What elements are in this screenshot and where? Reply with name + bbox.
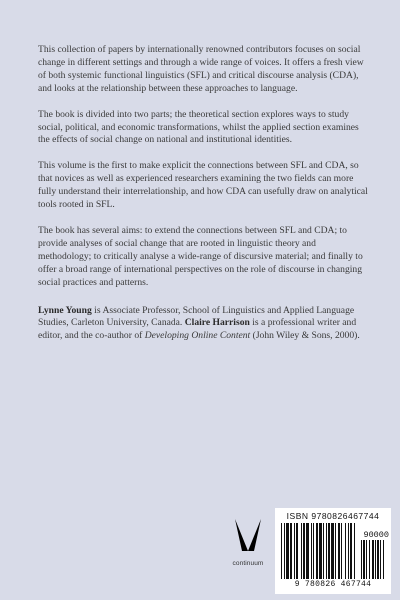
- blurb-paragraph-2: The book is divided into two parts; the theoretical section explores ways to study social, political, and economic transformations, whilst the applied section examines the effects of social change on national and institutional identities.: [38, 108, 359, 146]
- author-2-bio: is a professional writer and editor, and the co-author of: [38, 317, 357, 342]
- author-bio: [38, 305, 368, 344]
- isbn-barcode: [275, 508, 391, 594]
- publisher-name: continuum: [232, 560, 264, 567]
- book-publisher: (John Wiley & Sons, 2000).: [250, 330, 360, 342]
- blurb-text: [38, 44, 368, 356]
- author-1-bio: is Associate Professor, School of Linguistics and Applied Language Studies, Carleton University, Canada.: [38, 304, 355, 329]
- blurb-paragraph-3: This volume is the first to make explicit the connections between SFL and CDA, so that novices as well as experienced researchers examining the two fields can more fully understand their interrelationship, and how CDA can usefully draw on analytical tools rooted in SFL.: [38, 160, 368, 211]
- isbn-digits: 9 780826 467744: [294, 580, 372, 589]
- blurb-paragraph-1: This collection of papers by internationally renowned contributors focuses on social change in different settings and through a wide range of voices. It offers a fresh view of both systemic functional linguistics (SFL) and critical discourse analysis (CDA), and looks at the relationship between these approaches to language.: [38, 44, 364, 94]
- book-title: Developing Online Content: [144, 330, 251, 342]
- blurb-paragraph-4: The book has several aims: to extend the connections between SFL and CDA; to provide analyses of social change that are rooted in linguistic theory and methodology; to critically analyse a wide-range of discursive material; and finally to offer a broad range of international perspectives on the role of discourse in changing social practices and patterns.: [38, 224, 363, 288]
- author-1-name: Lynne Young: [38, 304, 92, 316]
- author-2-name: Claire Harrison: [184, 317, 250, 329]
- isbn-label: ISBN 9780826467744: [286, 511, 380, 521]
- price-code: 90000: [363, 530, 389, 540]
